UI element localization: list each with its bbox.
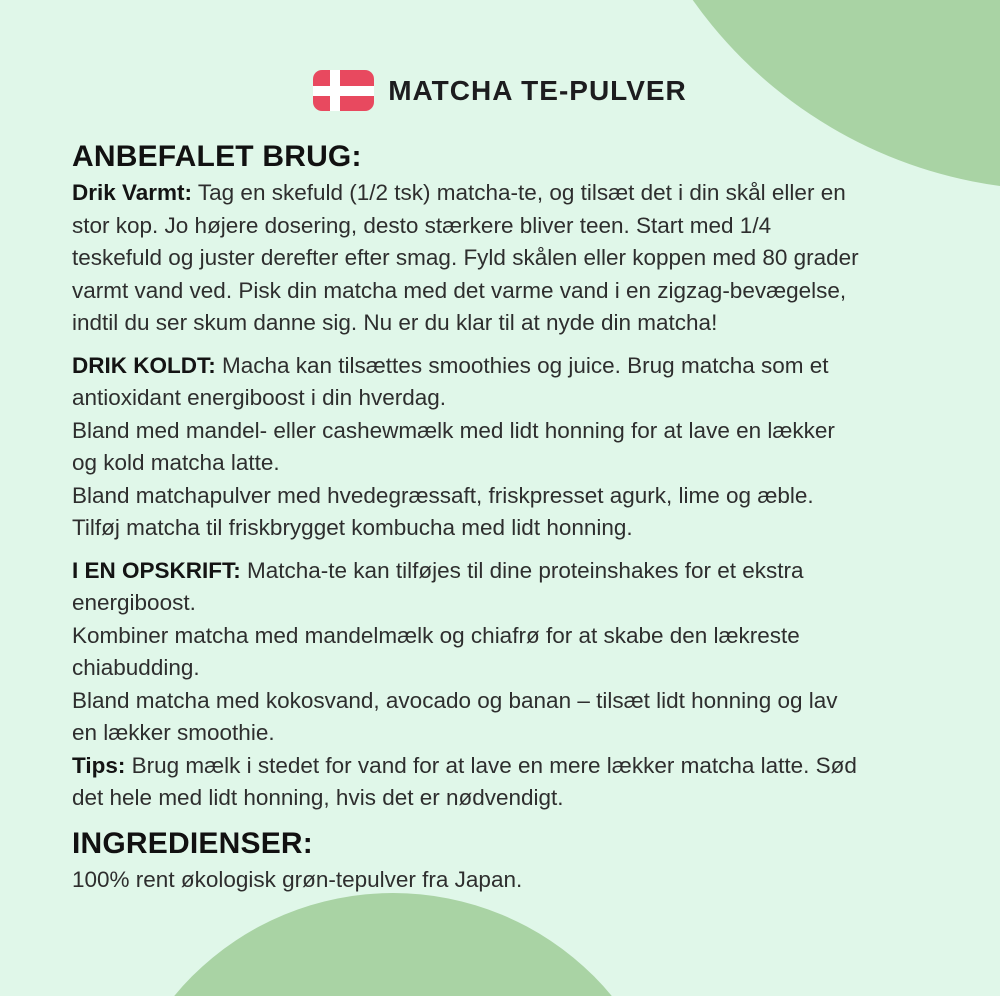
text-line: en lækker smoothie. xyxy=(72,720,275,745)
flag-cross-horizontal xyxy=(313,86,374,96)
section-heading: ANBEFALET BRUG: xyxy=(72,140,362,173)
text-line: Bland matchapulver med hvedegræssaft, friskpresset agurk, lime og æble. xyxy=(72,482,814,508)
text-line: energiboost. xyxy=(72,590,196,615)
paragraph xyxy=(72,177,944,340)
text-line: stor kop. Jo højere dosering, desto stærkere bliver teen. Start med 1/4 xyxy=(72,212,772,238)
text-line: varmt vand ved. Pisk din matcha med det varme vand i en zigzag-bevægelse, xyxy=(72,277,847,303)
bold-lead: Tips: xyxy=(72,752,126,778)
text-line: Tilføj matcha til friskbrygget kombucha med lidt honning. xyxy=(72,515,633,540)
bold-lead: I EN OPSKRIFT: xyxy=(72,557,241,583)
text-line: DRIK KOLDT: Macha kan tilsættes smoothies og juice. Brug matcha som et xyxy=(72,352,829,378)
text-line: 100% rent økologisk grøn-tepulver fra Japan. xyxy=(72,866,523,892)
bold-lead: Drik Varmt: xyxy=(72,180,193,205)
paragraph xyxy=(72,864,944,897)
decorative-circle-bottom xyxy=(109,893,677,1000)
paragraph xyxy=(72,350,944,545)
text-line: det hele med lidt honning, hvis det er nødvendigt. xyxy=(72,785,564,810)
text-line: teskefuld og juster derefter efter smag. Fyld skålen eller koppen med 80 grader xyxy=(72,245,859,270)
text-line: Bland matcha med kokosvand, avocado og banan – tilsæt lidt honning og lav xyxy=(72,687,838,713)
denmark-flag-icon xyxy=(313,70,374,111)
text-line: og kold matcha latte. xyxy=(72,450,280,475)
page-title: MATCHA TE-PULVER xyxy=(388,74,687,106)
paragraph xyxy=(72,555,944,815)
text-line: chiabudding. xyxy=(72,655,200,680)
text-line: Tips: Brug mælk i stedet for vand for at lave en mere lækker matcha latte. Sød xyxy=(72,752,857,778)
bottom-edge-strip xyxy=(0,996,1000,1000)
text-line: Kombiner matcha med mandelmælk og chiafrø for at skabe den lækreste xyxy=(72,622,800,648)
bold-lead: DRIK KOLDT: xyxy=(72,352,216,378)
section-heading: INGREDIENSER: xyxy=(72,826,313,860)
text-line: I EN OPSKRIFT: Matcha-te kan tilføjes til dine proteinshakes for et ekstra xyxy=(72,557,804,583)
content xyxy=(72,138,944,906)
text-line: antioxidant energiboost i din hverdag. xyxy=(72,385,447,410)
text-line: indtil du ser skum danne sig. Nu er du klar til at nyde din matcha! xyxy=(72,310,718,335)
text-line: Bland med mandel- eller cashewmælk med lidt honning for at lave en lækker xyxy=(72,417,835,443)
header xyxy=(0,70,1000,111)
text-line: Drik Varmt: Tag en skefuld (1/2 tsk) matcha-te, og tilsæt det i din skål eller en xyxy=(72,180,846,205)
